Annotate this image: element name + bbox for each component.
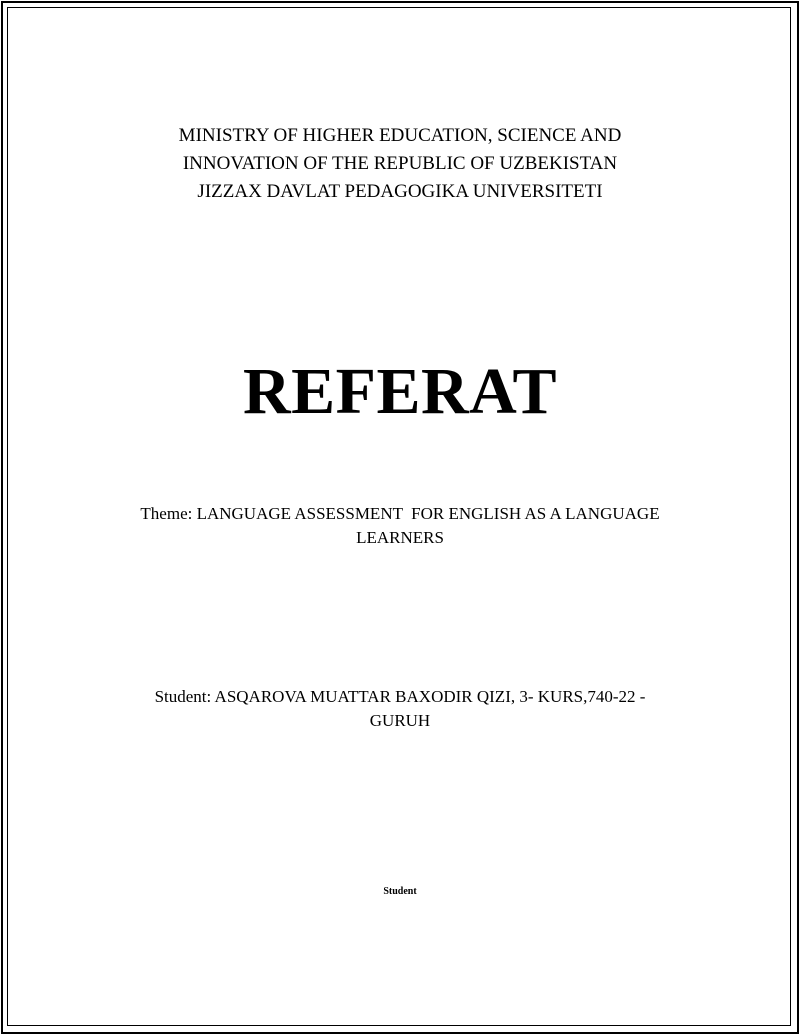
- student-line-2: GURUH: [369, 711, 431, 730]
- student-block: [0, 685, 800, 733]
- footer-student-label: Student: [383, 886, 417, 897]
- institution-header: [0, 122, 800, 206]
- theme-block: [0, 502, 800, 550]
- document-title: REFERAT: [243, 355, 557, 428]
- theme-line-2: LEARNERS: [356, 528, 444, 547]
- theme-line-1: Theme: LANGUAGE ASSESSMENT FOR ENGLISH AS A LANGUAGE: [140, 504, 660, 523]
- header-line-2: INNOVATION OF THE REPUBLIC OF UZBEKISTAN: [182, 153, 618, 174]
- header-line-3: JIZZAX DAVLAT PEDAGOGIKA UNIVERSITETI: [197, 181, 603, 202]
- header-line-1: MINISTRY OF HIGHER EDUCATION, SCIENCE AND: [178, 125, 622, 146]
- student-line-1: Student: ASQAROVA MUATTAR BAXODIR QIZI, 3- KURS,740-22 -: [154, 687, 646, 706]
